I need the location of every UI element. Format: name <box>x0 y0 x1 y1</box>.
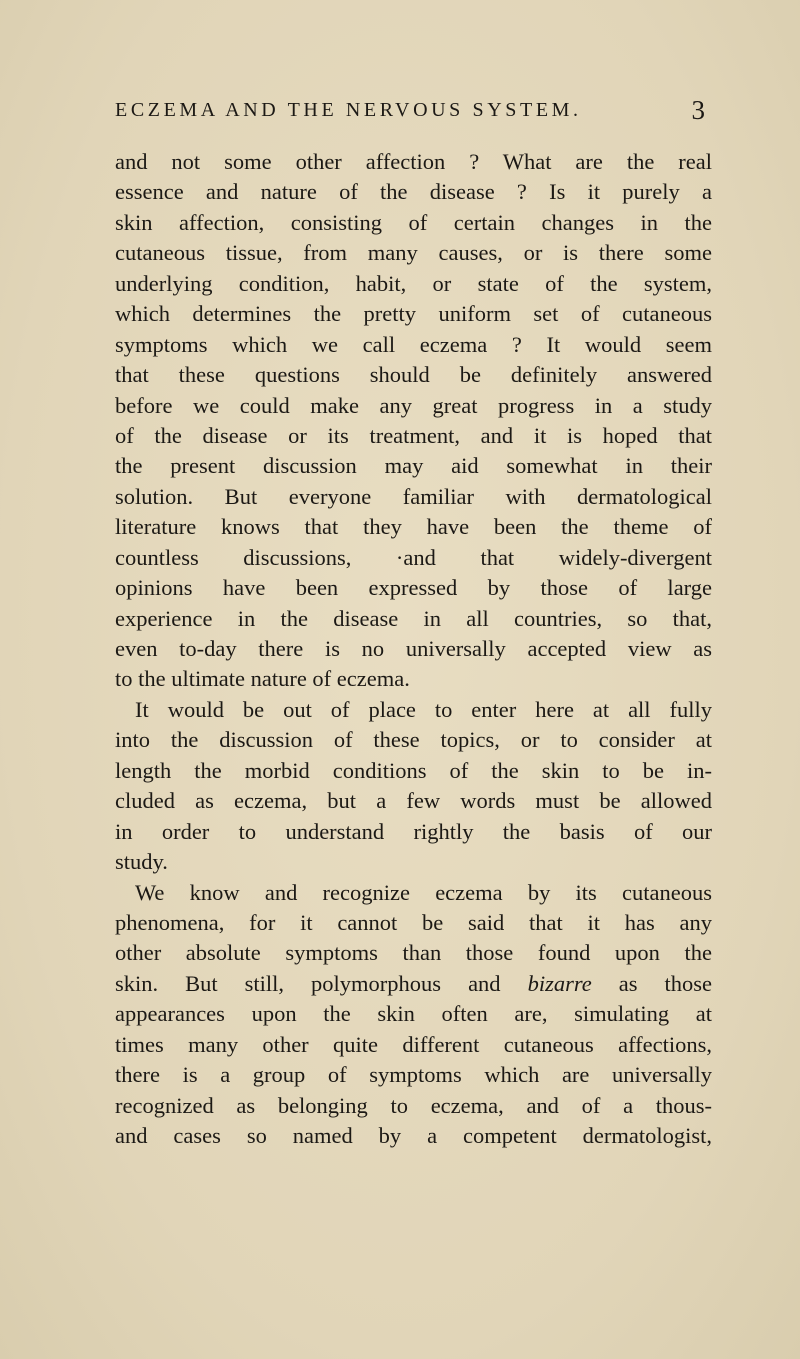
text-line: phenomena, for it cannot be said that it has any <box>115 909 712 935</box>
text-line: and not some other affection ? What are the real <box>115 149 712 174</box>
italic-word: bizarre <box>527 970 592 996</box>
text-line: opinions have been expressed by those of large <box>115 575 712 601</box>
text-line: and cases so named by a competent dermatologist, <box>115 1123 712 1148</box>
paragraph-end-line: study. <box>115 849 168 875</box>
text-line: even to-day there is no universally accepted view as <box>115 636 712 661</box>
text-line: essence and nature of the disease ? Is it purely a <box>115 179 712 205</box>
text-line: that these questions should be definitely answered <box>115 362 712 388</box>
text-line: symptoms which we call eczema ? It would seem <box>115 331 712 357</box>
text-line: into the discussion of these topics, or to consider at <box>115 727 712 753</box>
text-line: literature knows that they have been the theme of <box>115 514 712 540</box>
text-line: in order to understand rightly the basis of our <box>115 818 712 844</box>
text-line-with-italic <box>115 969 712 999</box>
text-run: as those <box>591 970 712 996</box>
paragraph-first-line: We know and recognize eczema by its cutaneous <box>135 879 712 905</box>
page-number: 3 <box>691 95 705 125</box>
text-line: before we could make any great progress in a study <box>115 392 712 418</box>
text-line: times many other quite different cutaneous affections, <box>115 1031 712 1057</box>
text-line: recognized as belonging to eczema, and of a thous- <box>115 1092 712 1118</box>
text-line: skin affection, consisting of certain changes in the <box>115 209 712 235</box>
text-line: of the disease or its treatment, and it is hoped that <box>115 422 712 448</box>
text-line: underlying condition, habit, or state of the system, <box>115 270 712 296</box>
paragraph-end-line: to the ultimate nature of eczema. <box>115 666 410 692</box>
text-line: the present discussion may aid somewhat in their <box>115 453 712 479</box>
text-line: other absolute symptoms than those found upon the <box>115 940 712 966</box>
text-line: solution. But everyone familiar with dermatological <box>115 483 712 509</box>
running-head <box>115 92 705 128</box>
paragraph-first-line: It would be out of place to enter here at all fully <box>135 696 712 722</box>
running-head-title: ECZEMA AND THE NERVOUS SYSTEM. <box>115 99 582 121</box>
text-line: there is a group of symptoms which are universally <box>115 1062 712 1088</box>
body-text <box>115 147 712 1151</box>
text-line: which determines the pretty uniform set of cutaneous <box>115 301 712 327</box>
text-run: skin. But still, polymorphous and <box>115 970 528 996</box>
text-line: appearances upon the skin often are, simulating at <box>115 1001 712 1027</box>
text-line: cutaneous tissue, from many causes, or is there some <box>115 240 712 266</box>
text-line: length the morbid conditions of the skin to be in- <box>115 757 712 783</box>
text-line: cluded as eczema, but a few words must be allowed <box>115 788 712 814</box>
text-line: countless discussions, ·and that widely-divergent <box>115 544 712 570</box>
text-line: experience in the disease in all countries, so that, <box>115 605 712 631</box>
